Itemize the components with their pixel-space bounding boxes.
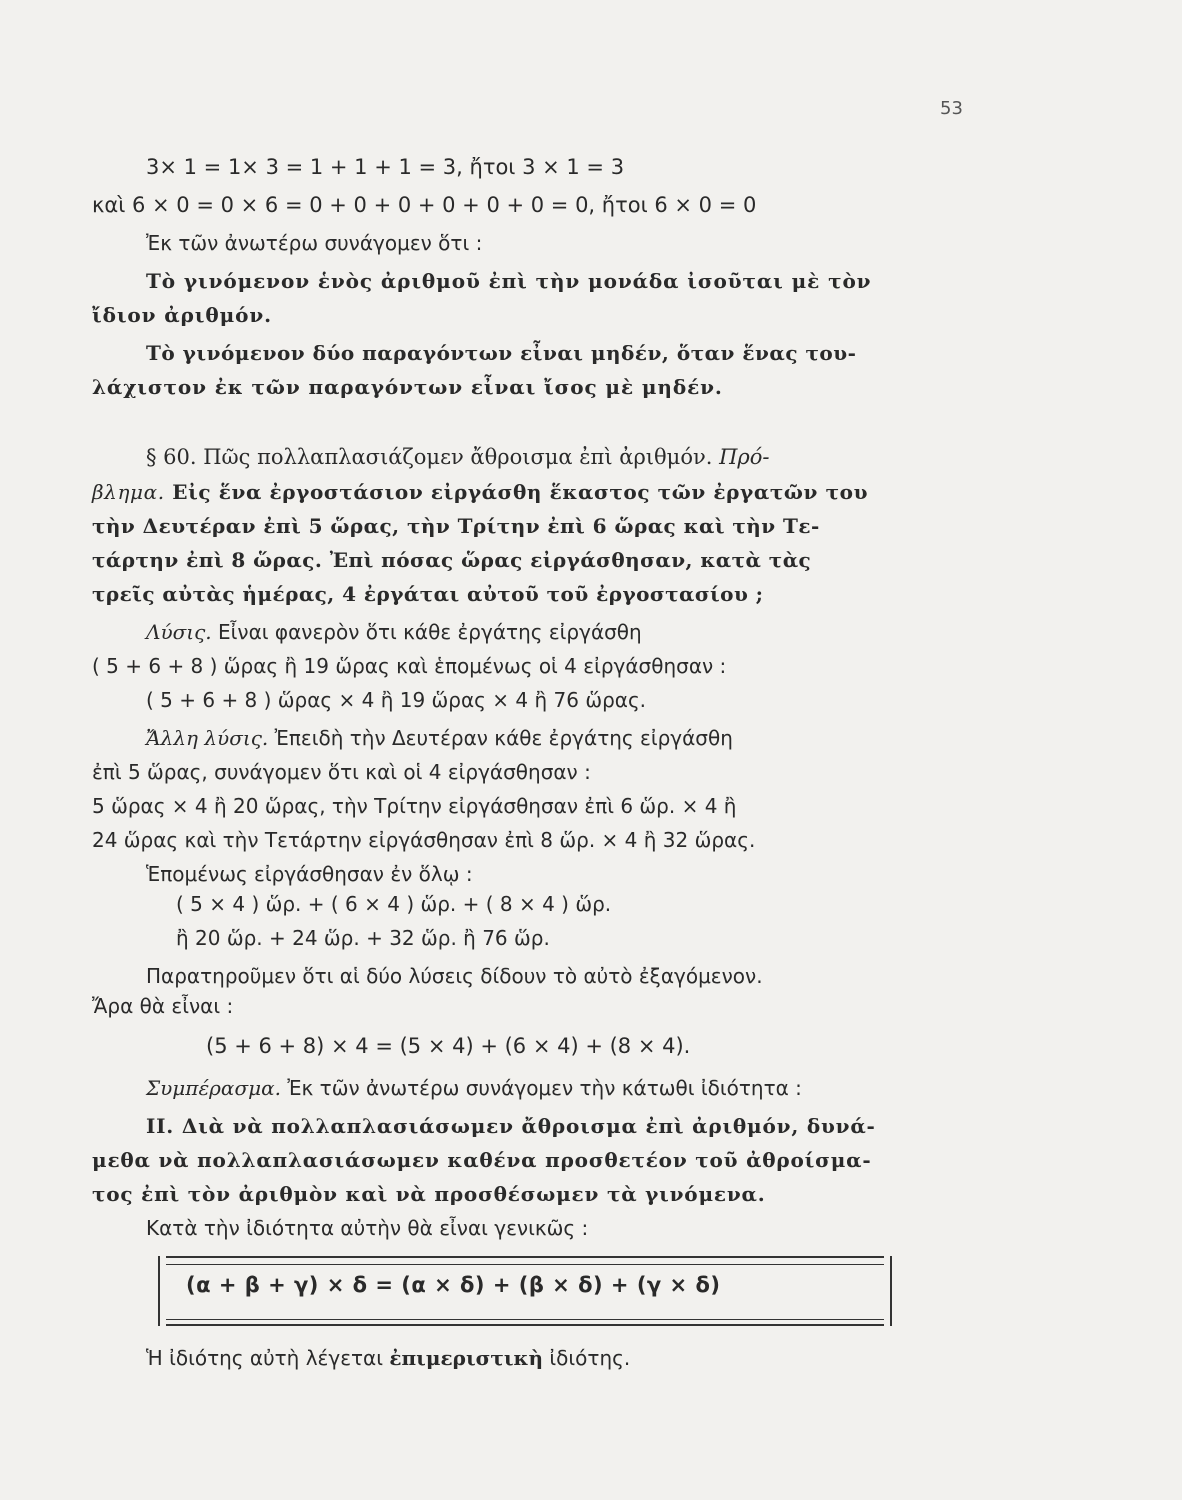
alt-solution-line: 24 ὥρας καὶ τὴν Τετάρτην εἰργάσθησαν ἐπὶ 8 ὥρ. × 4 ἢ 32 ὥρας.	[92, 828, 756, 852]
section-title: § 60. Πῶς πολλαπλασιάζομεν ἄθροισμα ἐπὶ ἀριθμόν.	[146, 445, 713, 469]
page-number: 53	[940, 98, 963, 119]
rule-statement: Τὸ γινόμενον ἑνὸς ἀριθμοῦ ἐπὶ τὴν μονάδα ἰσοῦται μὲ τὸν	[146, 269, 872, 293]
final-line	[146, 1343, 630, 1373]
alt-solution-line: ἐπὶ 5 ὥρας, συνάγομεν ὅτι καὶ οἱ 4 εἰργάσθησαν :	[92, 760, 591, 784]
distributive-formula: (α + β + γ) × δ = (α × δ) + (β × δ) + (γ × δ)	[186, 1273, 721, 1297]
alt-solution-line: Ἑπομένως εἰργάσθησαν ἐν ὅλῳ :	[146, 862, 473, 886]
equation-line: καὶ 6 × 0 = 0 × 6 = 0 + 0 + 0 + 0 + 0 + 0 = 0, ἤτοι 6 × 0 = 0	[92, 193, 757, 217]
rule-statement: Τὸ γινόμενον δύο παραγόντων εἶναι μηδέν, ὅταν ἕνας του-	[146, 341, 857, 365]
text-line: Κατὰ τὴν ἰδιότητα αὐτὴν θὰ εἶναι γενικῶς :	[146, 1216, 589, 1240]
problem-line: τρεῖς αὐτὰς ἡμέρας, 4 ἐργάται αὐτοῦ τοῦ ἐργοστασίου ;	[92, 582, 764, 606]
equation-line: ἢ 20 ὥρ. + 24 ὥρ. + 32 ὥρ. ἢ 76 ὥρ.	[176, 926, 550, 950]
conclusion-line	[146, 1073, 802, 1103]
text-line: Ἐκ τῶν ἀνωτέρω συνάγομεν ὅτι :	[146, 231, 483, 255]
problem-line: τάρτην ἐπὶ 8 ὥρας. Ἐπὶ πόσας ὥρας εἰργάσθησαν, κατὰ τὰς	[92, 548, 812, 572]
problem-line: τὴν Δευτέραν ἐπὶ 5 ὥρας, τὴν Τρίτην ἐπὶ 6 ὥρας καὶ τὴν Τε-	[92, 514, 820, 538]
alt-solution-text: Ἐπειδὴ τὴν Δευτέραν κάθε ἐργάτης εἰργάσθη	[274, 726, 733, 750]
alt-solution-line: 5 ὥρας × 4 ἢ 20 ὥρας, τὴν Τρίτην εἰργάσθησαν ἐπὶ 6 ὥρ. × 4 ἢ	[92, 794, 737, 818]
final-text: Ἡ ἰδιότης αὐτὴ λέγεται	[146, 1346, 384, 1370]
solution-label: Λύσις.	[146, 620, 212, 644]
equation-line: (5 + 6 + 8) × 4 = (5 × 4) + (6 × 4) + (8 × 4).	[206, 1034, 691, 1058]
rule-statement: μεθα νὰ πολλαπλασιάσωμεν καθένα προσθετέον τοῦ ἀθροίσμα-	[92, 1148, 872, 1172]
term-distributive: ἐπιμεριστικὴ	[389, 1346, 544, 1370]
alt-solution-label: Ἄλλη λύσις.	[146, 726, 269, 750]
solution-line: ( 5 + 6 + 8 ) ὥρας ἢ 19 ὥρας καὶ ἑπομένως οἱ 4 εἰργάσθησαν :	[92, 654, 727, 678]
problem-label: Πρό-	[719, 445, 770, 469]
box-rule	[166, 1256, 884, 1258]
text-line: Ἄρα θὰ εἶναι :	[92, 994, 234, 1018]
final-text-end: ἰδιότης.	[549, 1346, 631, 1370]
problem-line: Εἰς ἕνα ἐργοστάσιον εἰργάσθη ἕκαστος τῶν ἐργατῶν του	[172, 480, 869, 504]
box-rule	[166, 1324, 884, 1326]
conclusion-label: Συμπέρασμα.	[146, 1076, 281, 1100]
rule-statement: τος ἐπὶ τὸν ἀριθμὸν καὶ νὰ προσθέσωμεν τὰ γινόμενα.	[92, 1182, 766, 1206]
formula-box	[158, 1256, 892, 1326]
solution-line	[146, 617, 642, 647]
rule-statement: II. Διὰ νὰ πολλαπλασιάσωμεν ἄθροισμα ἐπὶ ἀριθμόν, δυνά-	[146, 1114, 876, 1138]
solution-line: ( 5 + 6 + 8 ) ὥρας × 4 ἢ 19 ὥρας × 4 ἢ 76 ὥρας.	[146, 688, 647, 712]
alt-solution-line	[146, 723, 733, 753]
text-line: Παρατηροῦμεν ὅτι αἱ δύο λύσεις δίδουν τὸ αὐτὸ ἐξαγόμενον.	[146, 964, 763, 988]
equation-line: 3× 1 = 1× 3 = 1 + 1 + 1 = 3, ἤτοι 3 × 1 = 3	[146, 155, 625, 179]
section-heading	[146, 442, 770, 472]
conclusion-text: Ἐκ τῶν ἀνωτέρω συνάγομεν τὴν κάτωθι ἰδιότητα :	[287, 1076, 802, 1100]
problem-text	[92, 477, 868, 507]
box-rule	[166, 1264, 884, 1265]
rule-statement: λάχιστον ἐκ τῶν παραγόντων εἶναι ἴσος μὲ μηδέν.	[92, 375, 723, 399]
solution-text: Εἶναι φανερὸν ὅτι κάθε ἐργάτης εἰργάσθη	[218, 620, 642, 644]
rule-statement: ἴδιον ἀριθμόν.	[92, 303, 273, 327]
equation-line: ( 5 × 4 ) ὥρ. + ( 6 × 4 ) ὥρ. + ( 8 × 4 ) ὥρ.	[176, 892, 612, 916]
problem-label: βλημα.	[92, 480, 165, 504]
box-rule	[166, 1319, 884, 1320]
